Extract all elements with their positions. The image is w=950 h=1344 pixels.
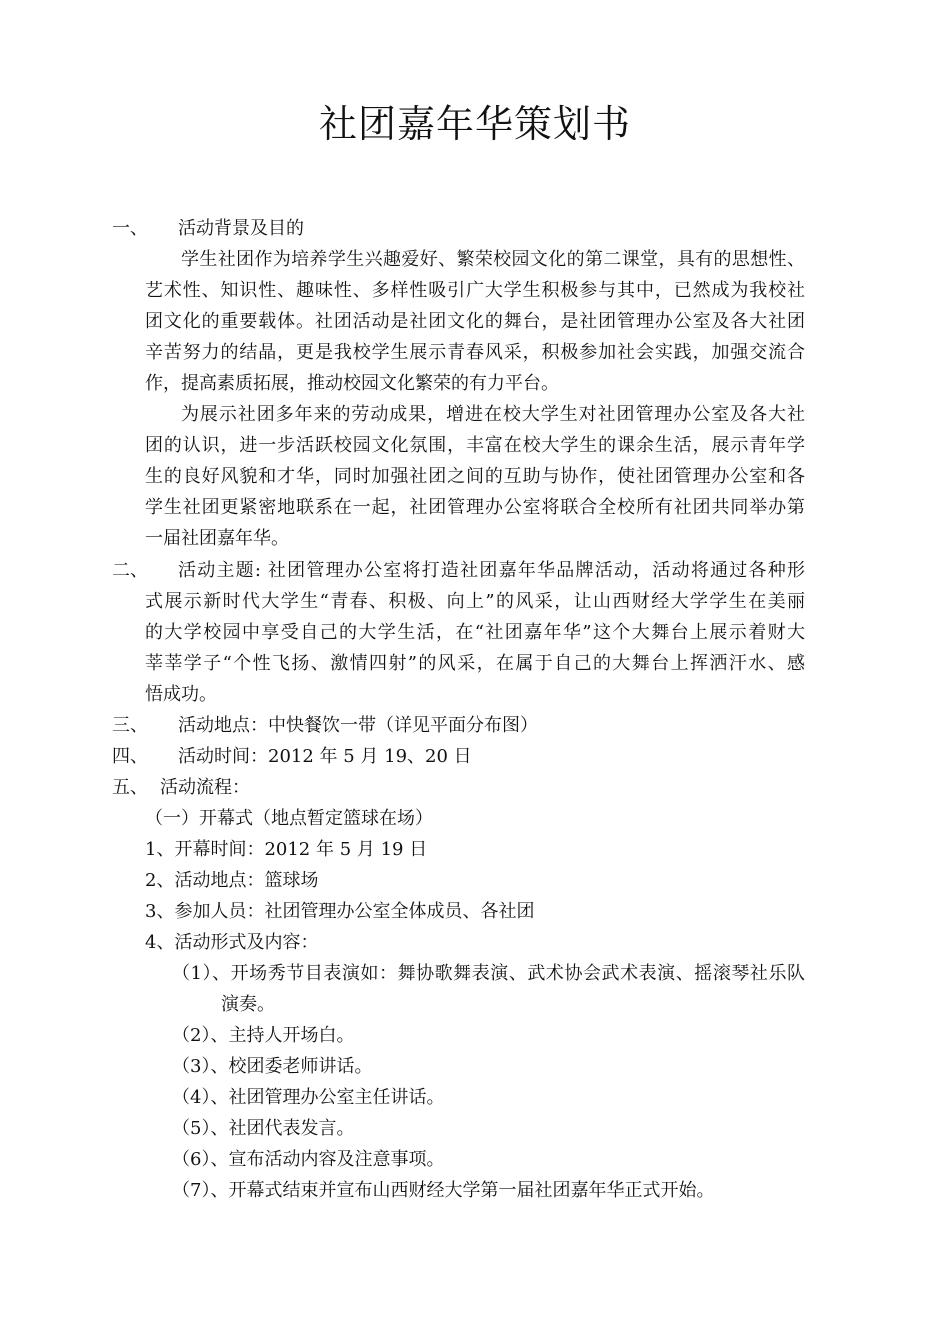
paragraph-line: 悟成功。 — [145, 684, 217, 705]
flow-subitem: （7）、开幕式结束并宣布山西财经大学第一届社团嘉年华正式开始。 — [172, 1180, 715, 1201]
flow-subitem: （5）、社团代表发言。 — [172, 1118, 355, 1139]
paragraph-line: 作，提高素质拓展，推动校园文化繁荣的有力平台。 — [145, 373, 559, 394]
paragraph-line: 生的良好风貌和才华，同时加强社团之间的互助与协作，使社团管理办公室和各 — [145, 466, 805, 487]
section-text-4: 活动时间：2012 年 5 月 19、20 日 — [178, 746, 472, 767]
flow-subheading: （一）开幕式（地点暂定篮球在场） — [145, 808, 433, 829]
section-text-5: 活动流程： — [160, 777, 250, 798]
section-marker-3: 三、 — [112, 715, 148, 736]
paragraph-line: 艺术性、知识性、趣味性、多样性吸引广大学生积极参与其中，已然成为我校社 — [145, 280, 805, 301]
paragraph-line: 团的认识，进一步活跃校园文化氛围，丰富在校大学生的课余生活，展示青年学 — [145, 435, 805, 456]
section-text-3: 活动地点：中快餐饮一带（详见平面分布图） — [178, 715, 538, 736]
paragraph-line: 学生社团更紧密地联系在一起，社团管理办公室将联合全校所有社团共同举办第 — [145, 497, 805, 518]
paragraph-line: 学生社团作为培养学生兴趣爱好、繁荣校园文化的第二课堂，具有的思想性、 — [181, 249, 805, 270]
flow-subitem: （6）、宣布活动内容及注意事项。 — [172, 1149, 445, 1170]
section-marker-2: 二、 — [112, 560, 148, 581]
flow-item: 4、活动形式及内容： — [145, 932, 319, 953]
flow-item: 3、参加人员：社团管理办公室全体成员、各社团 — [145, 901, 535, 922]
paragraph-line: 辛苦努力的结晶，更是我校学生展示青春风采，积极参加社会实践，加强交流合 — [145, 342, 805, 363]
paragraph-line: 团文化的重要载体。社团活动是社团文化的舞台，是社团管理办公室及各大社团 — [145, 311, 805, 332]
flow-subitem: （4）、社团管理办公室主任讲话。 — [172, 1087, 445, 1108]
section-heading-1: 活动背景及目的 — [178, 218, 304, 239]
paragraph-line: 的大学校园中享受自己的大学生活，在“社团嘉年华”这个大舞台上展示着财大 — [145, 622, 805, 643]
flow-item: 2、活动地点：篮球场 — [145, 870, 319, 891]
flow-subitem: （1）、开场秀节目表演如：舞协歌舞表演、武术协会武术表演、摇滚琴社乐队 — [172, 963, 805, 984]
document-title: 社团嘉年华策划书 — [318, 102, 631, 146]
paragraph-line: 莘莘学子“个性飞扬、激情四射”的风采，在属于自己的大舞台上挥洒汗水、感 — [145, 653, 805, 674]
flow-subitem: （2）、主持人开场白。 — [172, 1025, 355, 1046]
section-marker-1: 一、 — [112, 218, 148, 239]
section-marker-5: 五、 — [112, 777, 148, 798]
section-marker-4: 四、 — [112, 746, 148, 767]
paragraph-line: 为展示社团多年来的劳动成果，增进在校大学生对社团管理办公室及各大社 — [181, 404, 805, 425]
flow-subitem: 演奏。 — [221, 994, 275, 1015]
flow-subitem: （3）、校团委老师讲话。 — [172, 1056, 373, 1077]
paragraph-line: 活动主题: 社团管理办公室将打造社团嘉年华品牌活动，活动将通过各种形 — [178, 560, 805, 581]
flow-item: 1、开幕时间：2012 年 5 月 19 日 — [145, 839, 428, 860]
paragraph-line: 一届社团嘉年华。 — [145, 528, 289, 549]
paragraph-line: 式展示新时代大学生“青春、积极、向上”的风采，让山西财经大学学生在美丽 — [145, 591, 805, 612]
